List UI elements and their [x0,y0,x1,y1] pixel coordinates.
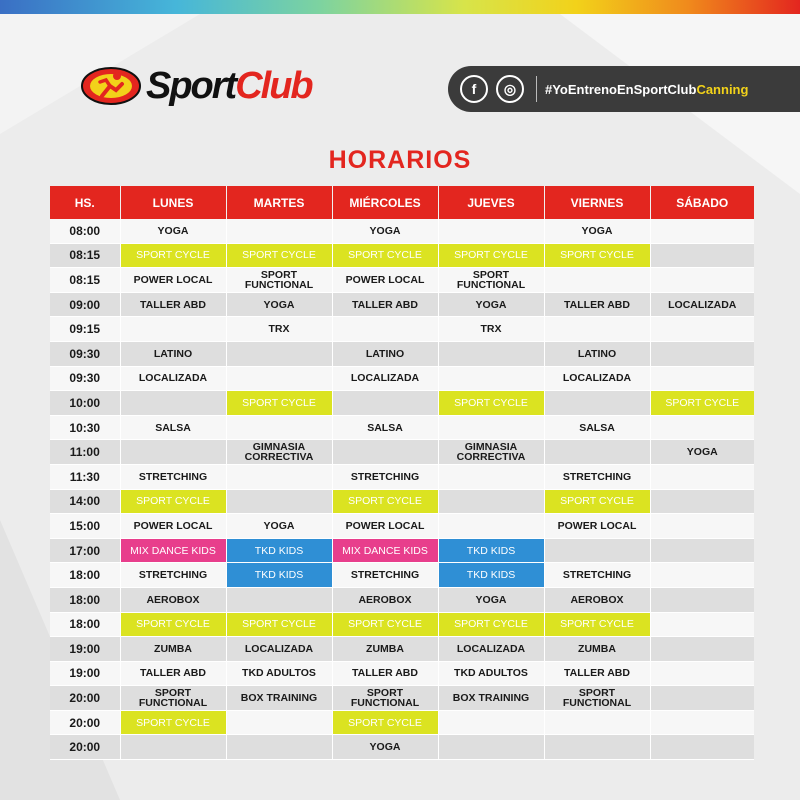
class-cell: ZUMBA [544,637,650,662]
class-cell: STRETCHING [332,464,438,489]
class-cell: TALLER ABD [332,292,438,317]
class-cell [544,710,650,735]
class-cell: LATINO [120,341,226,366]
class-cell: SPORT FUNCTIONAL [226,268,332,293]
class-cell [544,268,650,293]
header-hours: HS. [50,186,120,219]
class-cell [650,341,754,366]
class-cell: STRETCHING [332,563,438,588]
schedule-header-row [50,186,754,219]
class-cell [226,464,332,489]
class-cell: LOCALIZADA [650,292,754,317]
class-cell [650,489,754,514]
table-row [50,686,754,711]
class-cell: TALLER ABD [544,661,650,686]
class-cell [650,587,754,612]
class-cell: YOGA [332,219,438,243]
class-cell [332,391,438,416]
class-cell: SPORT CYCLE [438,612,544,637]
class-cell [544,317,650,342]
schedule-body [50,219,754,760]
schedule-table [50,186,754,760]
header-day: SÁBADO [650,186,754,219]
time-cell: 09:15 [50,317,120,342]
class-cell: SPORT FUNCTIONAL [544,686,650,711]
class-cell [438,464,544,489]
class-cell: STRETCHING [120,464,226,489]
class-cell: YOGA [544,219,650,243]
class-cell: SPORT CYCLE [226,243,332,268]
class-cell: SPORT CYCLE [650,391,754,416]
class-cell [226,735,332,760]
table-row [50,464,754,489]
class-cell: LOCALIZADA [544,366,650,391]
class-cell [650,612,754,637]
class-cell: LOCALIZADA [120,366,226,391]
class-cell: SPORT CYCLE [544,612,650,637]
class-cell: TKD KIDS [438,563,544,588]
class-cell [438,735,544,760]
class-cell: POWER LOCAL [544,514,650,539]
class-cell: SPORT CYCLE [120,710,226,735]
divider [536,76,537,102]
class-cell: SPORT FUNCTIONAL [438,268,544,293]
table-row [50,341,754,366]
class-cell [650,415,754,440]
table-row [50,440,754,465]
time-cell: 18:00 [50,612,120,637]
class-cell: TKD ADULTOS [438,661,544,686]
class-cell: TALLER ABD [332,661,438,686]
hashtag-highlight: Canning [696,81,749,97]
table-row [50,710,754,735]
table-row [50,243,754,268]
class-cell: AEROBOX [544,587,650,612]
class-cell [226,219,332,243]
time-cell: 18:00 [50,563,120,588]
time-cell: 09:30 [50,341,120,366]
class-cell: SPORT CYCLE [226,612,332,637]
instagram-icon[interactable]: ◎ [496,75,524,103]
class-cell: SPORT CYCLE [120,612,226,637]
class-cell: TKD KIDS [438,538,544,563]
class-cell [650,514,754,539]
table-row [50,219,754,243]
class-cell [226,587,332,612]
table-row [50,514,754,539]
facebook-icon[interactable]: f [460,75,488,103]
hashtag-prefix: #YoEntrenoEnSportClub [545,81,697,97]
time-cell: 19:00 [50,661,120,686]
class-cell: LATINO [544,341,650,366]
time-cell: 18:00 [50,587,120,612]
time-cell: 08:15 [50,243,120,268]
table-row [50,366,754,391]
class-cell [332,440,438,465]
class-cell: SPORT FUNCTIONAL [120,686,226,711]
class-cell: TRX [226,317,332,342]
class-cell: MIX DANCE KIDS [332,538,438,563]
class-cell [650,686,754,711]
class-cell [650,563,754,588]
class-cell [650,538,754,563]
table-row [50,661,754,686]
class-cell: TKD KIDS [226,563,332,588]
class-cell [544,735,650,760]
class-cell: TRX [438,317,544,342]
class-cell: SPORT CYCLE [544,489,650,514]
time-cell: 20:00 [50,710,120,735]
table-row [50,735,754,760]
class-cell: SPORT CYCLE [120,489,226,514]
class-cell: POWER LOCAL [120,514,226,539]
table-row [50,268,754,293]
class-cell: POWER LOCAL [332,268,438,293]
class-cell: YOGA [120,219,226,243]
class-cell [226,710,332,735]
table-row [50,637,754,662]
class-cell [332,317,438,342]
class-cell: SALSA [544,415,650,440]
table-row [50,563,754,588]
class-cell [438,489,544,514]
page-title: HORARIOS [328,146,472,174]
class-cell: AEROBOX [332,587,438,612]
class-cell [438,219,544,243]
class-cell: POWER LOCAL [332,514,438,539]
class-cell: LOCALIZADA [438,637,544,662]
table-row [50,538,754,563]
time-cell: 20:00 [50,686,120,711]
class-cell: MIX DANCE KIDS [120,538,226,563]
table-row [50,415,754,440]
class-cell: STRETCHING [544,464,650,489]
time-cell: 09:00 [50,292,120,317]
class-cell: SPORT FUNCTIONAL [332,686,438,711]
class-cell: YOGA [650,440,754,465]
class-cell: GIMNASIA CORRECTIVA [226,440,332,465]
class-cell: SPORT CYCLE [332,243,438,268]
class-cell: TALLER ABD [120,661,226,686]
header-day: MIÉRCOLES [332,186,438,219]
class-cell [226,489,332,514]
header-day: VIERNES [544,186,650,219]
time-cell: 15:00 [50,514,120,539]
class-cell [226,415,332,440]
class-cell: YOGA [226,292,332,317]
class-cell: BOX TRAINING [438,686,544,711]
table-row [50,391,754,416]
table-row [50,587,754,612]
time-cell: 11:30 [50,464,120,489]
table-row [50,612,754,637]
class-cell [650,317,754,342]
class-cell [120,735,226,760]
class-cell [226,366,332,391]
table-row [50,489,754,514]
class-cell: AEROBOX [120,587,226,612]
class-cell [226,341,332,366]
class-cell: POWER LOCAL [120,268,226,293]
class-cell [120,391,226,416]
class-cell: TKD ADULTOS [226,661,332,686]
class-cell: SPORT CYCLE [544,243,650,268]
class-cell: LATINO [332,341,438,366]
class-cell: ZUMBA [120,637,226,662]
class-cell: SPORT CYCLE [332,489,438,514]
class-cell [438,514,544,539]
time-cell: 20:00 [50,735,120,760]
class-cell [438,415,544,440]
brand-name-part1: Sport [146,64,236,107]
runner-logo-icon [80,66,142,106]
class-cell [650,464,754,489]
class-cell: YOGA [438,292,544,317]
class-cell: YOGA [438,587,544,612]
class-cell [544,391,650,416]
table-row [50,317,754,342]
class-cell: TKD KIDS [226,538,332,563]
class-cell: TALLER ABD [544,292,650,317]
time-cell: 11:00 [50,440,120,465]
class-cell: SPORT CYCLE [120,243,226,268]
class-cell: SPORT CYCLE [438,243,544,268]
class-cell [544,538,650,563]
class-cell [650,366,754,391]
brand-name [146,65,312,108]
class-cell: BOX TRAINING [226,686,332,711]
class-cell [650,219,754,243]
class-cell [120,317,226,342]
class-cell: YOGA [226,514,332,539]
class-cell [544,440,650,465]
class-cell: TALLER ABD [120,292,226,317]
class-cell: GIMNASIA CORRECTIVA [438,440,544,465]
header-day: MARTES [226,186,332,219]
class-cell [650,735,754,760]
social-bar [448,66,800,112]
class-cell: YOGA [332,735,438,760]
brand-name-part2: Club [235,64,312,107]
header-day: JUEVES [438,186,544,219]
class-cell: LOCALIZADA [226,637,332,662]
class-cell: SPORT CYCLE [226,391,332,416]
class-cell [650,637,754,662]
class-cell: LOCALIZADA [332,366,438,391]
class-cell: STRETCHING [544,563,650,588]
class-cell [650,268,754,293]
table-row [50,292,754,317]
class-cell [650,661,754,686]
class-cell [120,440,226,465]
class-cell: SPORT CYCLE [332,612,438,637]
time-cell: 14:00 [50,489,120,514]
class-cell: SALSA [120,415,226,440]
class-cell: SPORT CYCLE [332,710,438,735]
rainbow-top-bar [0,0,800,14]
class-cell [650,243,754,268]
class-cell: SPORT CYCLE [438,391,544,416]
header-day: LUNES [120,186,226,219]
sportclub-logo [80,64,312,108]
time-cell: 17:00 [50,538,120,563]
hashtag [545,82,748,97]
time-cell: 08:15 [50,268,120,293]
class-cell: ZUMBA [332,637,438,662]
time-cell: 10:30 [50,415,120,440]
class-cell [438,341,544,366]
time-cell: 10:00 [50,391,120,416]
class-cell: SALSA [332,415,438,440]
time-cell: 08:00 [50,219,120,243]
class-cell: STRETCHING [120,563,226,588]
class-cell [438,366,544,391]
time-cell: 19:00 [50,637,120,662]
class-cell [650,710,754,735]
time-cell: 09:30 [50,366,120,391]
class-cell [438,710,544,735]
